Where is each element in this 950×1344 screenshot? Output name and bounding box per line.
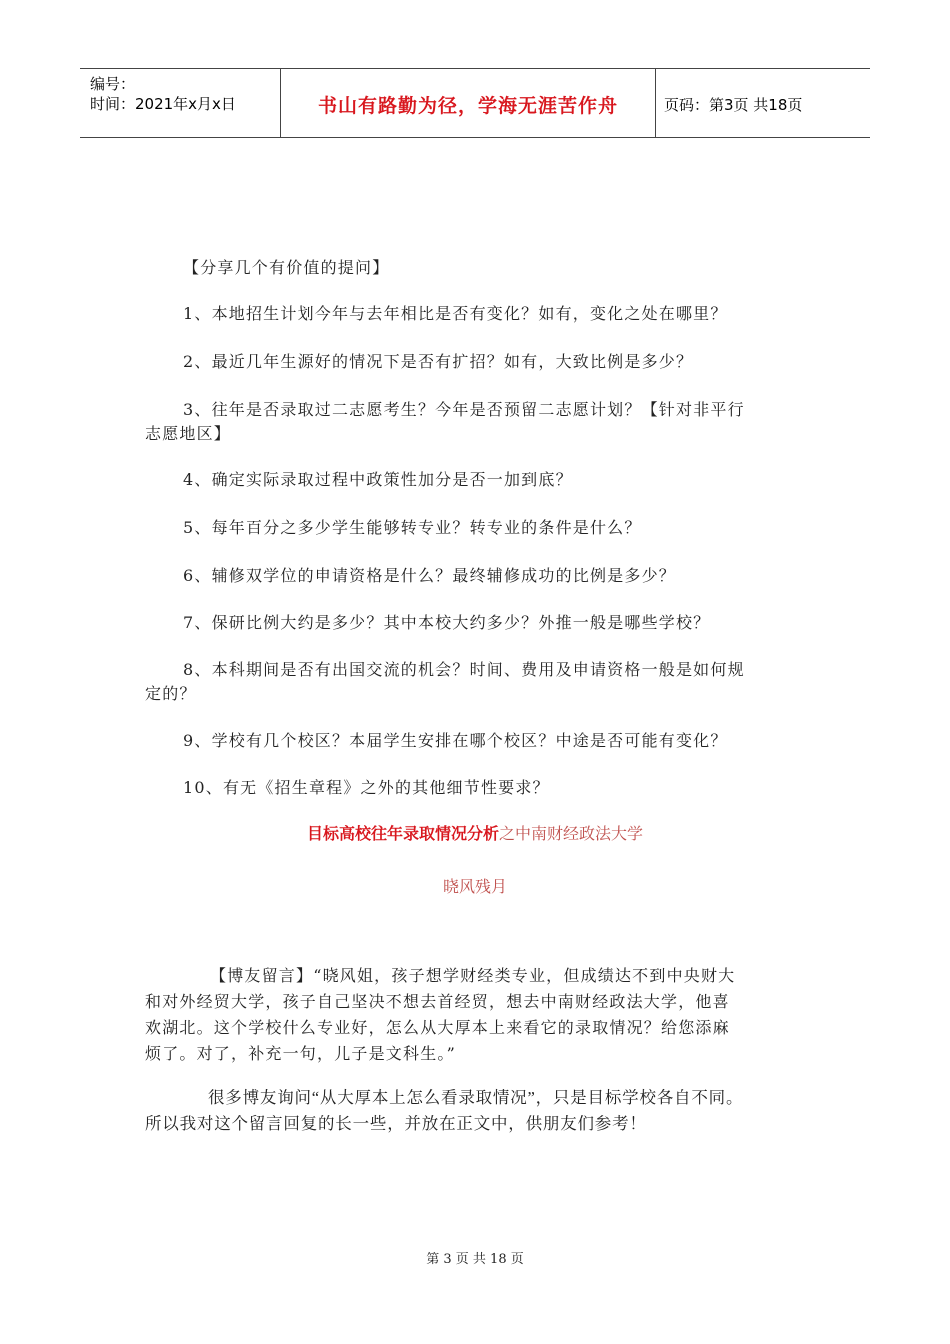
question-5: 5、每年百分之多少学生能够转专业？转专业的条件是什么？: [183, 518, 642, 537]
reply-line-2: 所以我对这个留言回复的长一些，并放在正文中，供朋友们参考！: [145, 1114, 647, 1133]
question-10: 10、有无《招生章程》之外的其他细节性要求？: [183, 778, 550, 797]
page-footer: 第 3 页 共 18 页: [426, 1252, 524, 1267]
message-line-4: 烦了。对了，补充一句，儿子是文科生。”: [145, 1044, 456, 1063]
header-motto-cell: [280, 69, 656, 137]
message-line-3: 欢湖北。这个学校什么专业好，怎么从大厚本上来看它的录取情况？给您添麻: [145, 1018, 730, 1037]
question-4: 4、确定实际录取过程中政策性加分是否一加到底？: [183, 470, 573, 489]
header-page-cell: [655, 69, 870, 137]
article-title: [0, 824, 950, 844]
section-heading: 【分享几个有价值的提问】: [183, 258, 390, 277]
message-line-1: 【博友留言】“晓风姐，孩子想学财经类专业，但成绩达不到中央财大: [210, 966, 736, 985]
header-meta-cell: [80, 69, 280, 137]
message-line-2: 和对外经贸大学，孩子自己坚决不想去首经贸，想去中南财经政法大学，他喜: [145, 992, 730, 1011]
question-3-line-2: 志愿地区】: [145, 424, 232, 443]
page-info: 页码：第3页 共18页: [664, 96, 803, 114]
article-title-main: 目标高校往年录取情况分析: [306, 824, 499, 843]
question-8-line-1: 8、本科期间是否有出国交流的机会？时间、费用及申请资格一般是如何规: [183, 660, 745, 679]
question-3-line-1: 3、往年是否录取过二志愿考生？今年是否预留二志愿计划？【针对非平行: [183, 400, 745, 419]
question-9: 9、学校有几个校区？本届学生安排在哪个校区？中途是否可能有变化？: [183, 731, 728, 750]
time-label: 时间：2021年x月x日: [90, 95, 236, 113]
question-6: 6、辅修双学位的申请资格是什么？最终辅修成功的比例是多少？: [183, 566, 676, 585]
document-header: [80, 68, 870, 138]
article-author: 晓风残月: [442, 877, 507, 896]
serial-label: 编号：: [90, 75, 136, 93]
question-2: 2、最近几年生源好的情况下是否有扩招？如有，大致比例是多少？: [183, 352, 694, 371]
question-7: 7、保研比例大约是多少？其中本校大约多少？外推一般是哪些学校？: [183, 613, 711, 632]
motto: 书山有路勤为径，学海无涯苦作舟: [317, 95, 618, 117]
question-1: 1、本地招生计划今年与去年相比是否有变化？如有，变化之处在哪里？: [183, 304, 728, 323]
article-title-suffix: 之中南财经政法大学: [499, 824, 644, 843]
question-8-line-2: 定的？: [145, 684, 197, 703]
reply-line-1: 很多博友询问“从大厚本上怎么看录取情况”，只是目标学校各自不同。: [208, 1088, 744, 1107]
